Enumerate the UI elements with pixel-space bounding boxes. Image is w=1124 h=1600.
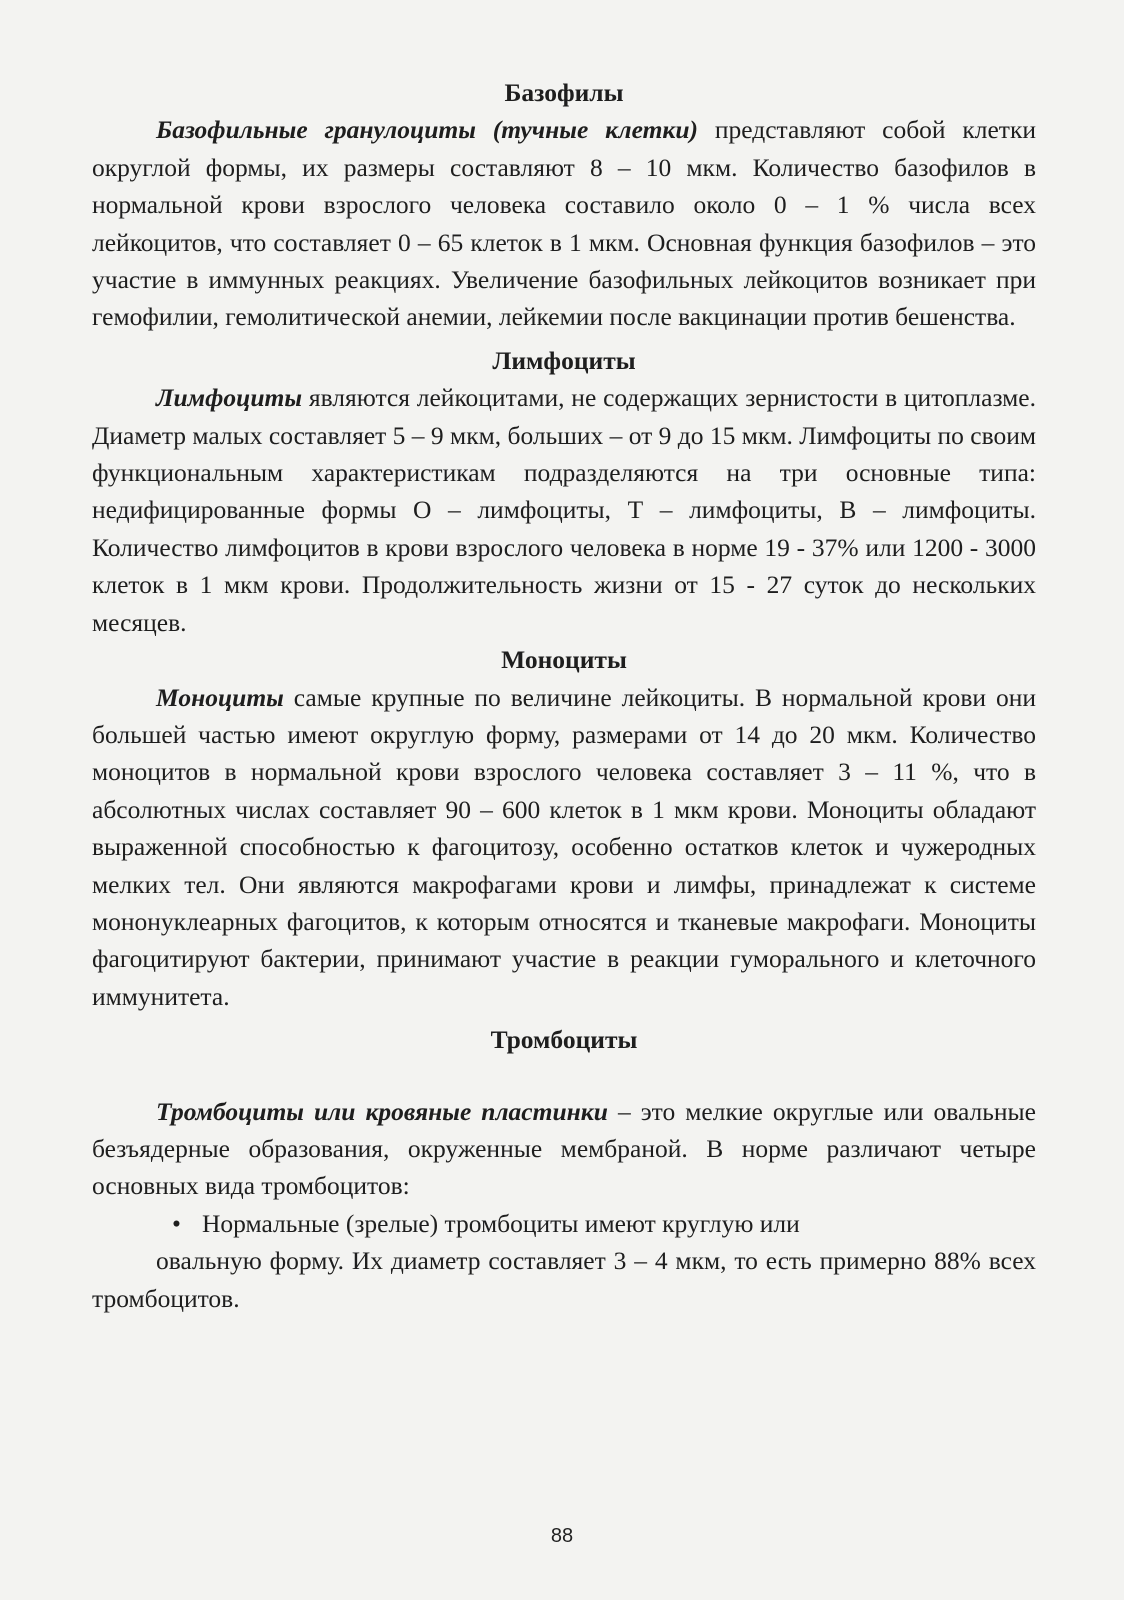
heading-thrombocytes: Тромбоциты xyxy=(490,1025,638,1055)
section-lymphocytes xyxy=(92,342,1036,641)
section-monocytes xyxy=(92,641,1036,1015)
text-lymphocytes: являются лейкоцитами, не содержащих зернистости в цитоплазме. Диаметр малых составляет 5 – 9 мкм, больших – от 9 до 15 мкм. Лимфоциты по своим функциональным характеристикам подразделяются на три основные типа: недифицированные формы О – лимфоциты, Т – лимфоциты, В – лимфоциты. Количество лимфоцитов в крови взрослого человека в норме 19 - 37% или 1200 - 3000 клеток в 1 мкм крови. Продолжительность жизни от 15 - 27 суток до нескольких месяцев. xyxy=(92,383,1036,637)
page-content xyxy=(92,74,1036,1317)
paragraph-monocytes xyxy=(92,679,1036,1016)
text-monocytes: самые крупные по величине лейкоциты. В нормальной крови они большей частью имеют округлую форму, размерами от 14 до 20 мкм. Количество моноцитов в нормальной крови взрослого человека составляет 3 – 11 %, что в абсолютных числах составляет 90 – 600 клеток в 1 мкм крови. Моноциты обладают выраженной способностью к фагоцитозу, особенно остатков клеток и чужеродных мелких тел. Они являются макрофагами крови и лимфы, принадлежат к системе мононуклеарных фагоцитов, к которым относятся и тканевые макрофаги. Моноциты фагоцитируют бактерии, принимают участие в реакции гуморального и клеточного иммунитета. xyxy=(92,682,1036,1011)
paragraph-thrombocytes xyxy=(92,1093,1036,1205)
term-monocytes: Моноциты xyxy=(156,682,284,712)
bullet-line-1: Нормальные (зрелые) тромбоциты имеют круглую или xyxy=(202,1208,800,1238)
bullet-continuation: овальную форму. Их диаметр составляет 3 – 4 мкм, то есть примерно 88% всех тромбоцитов. xyxy=(92,1246,1036,1313)
paragraph-basophils xyxy=(92,111,1036,335)
paragraph-lymphocytes xyxy=(92,379,1036,641)
heading-monocytes: Моноциты xyxy=(501,645,627,675)
heading-basophils: Базофилы xyxy=(504,78,624,107)
text-thrombocytes: – это мелкие округлые или овальные безъядерные образования, окруженные мембраной. В норме различают четыре основных вида тромбоцитов: xyxy=(92,1096,1036,1201)
term-thrombocytes: Тромбоциты или кровяные пластинки xyxy=(156,1096,608,1126)
term-lymphocytes: Лимфоциты xyxy=(156,383,303,413)
page-number: 88 xyxy=(550,1525,574,1547)
bullet-marker: • xyxy=(172,1208,181,1238)
heading-lymphocytes: Лимфоциты xyxy=(492,345,636,375)
bullet-item xyxy=(92,1205,1036,1242)
section-thrombocytes xyxy=(92,1021,1036,1317)
section-basophils xyxy=(92,74,1036,336)
term-basophils: Базофильные гранулоциты (тучные клетки) xyxy=(156,115,699,145)
text-basophils: представляют собой клетки округлой формы, их размеры составляют 8 – 10 мкм. Количество базофилов в нормальной крови взрослого человека составило около 0 – 1 % числа всех лейкоцитов, что составляет 0 – 65 клеток в 1 мкм. Основная функция базофилов – это участие в иммунных реакциях. Увеличение базофильных лейкоцитов возникает при гемофилии, гемолитической анемии, лейкемии после вакцинации против бешенства. xyxy=(92,115,1036,332)
